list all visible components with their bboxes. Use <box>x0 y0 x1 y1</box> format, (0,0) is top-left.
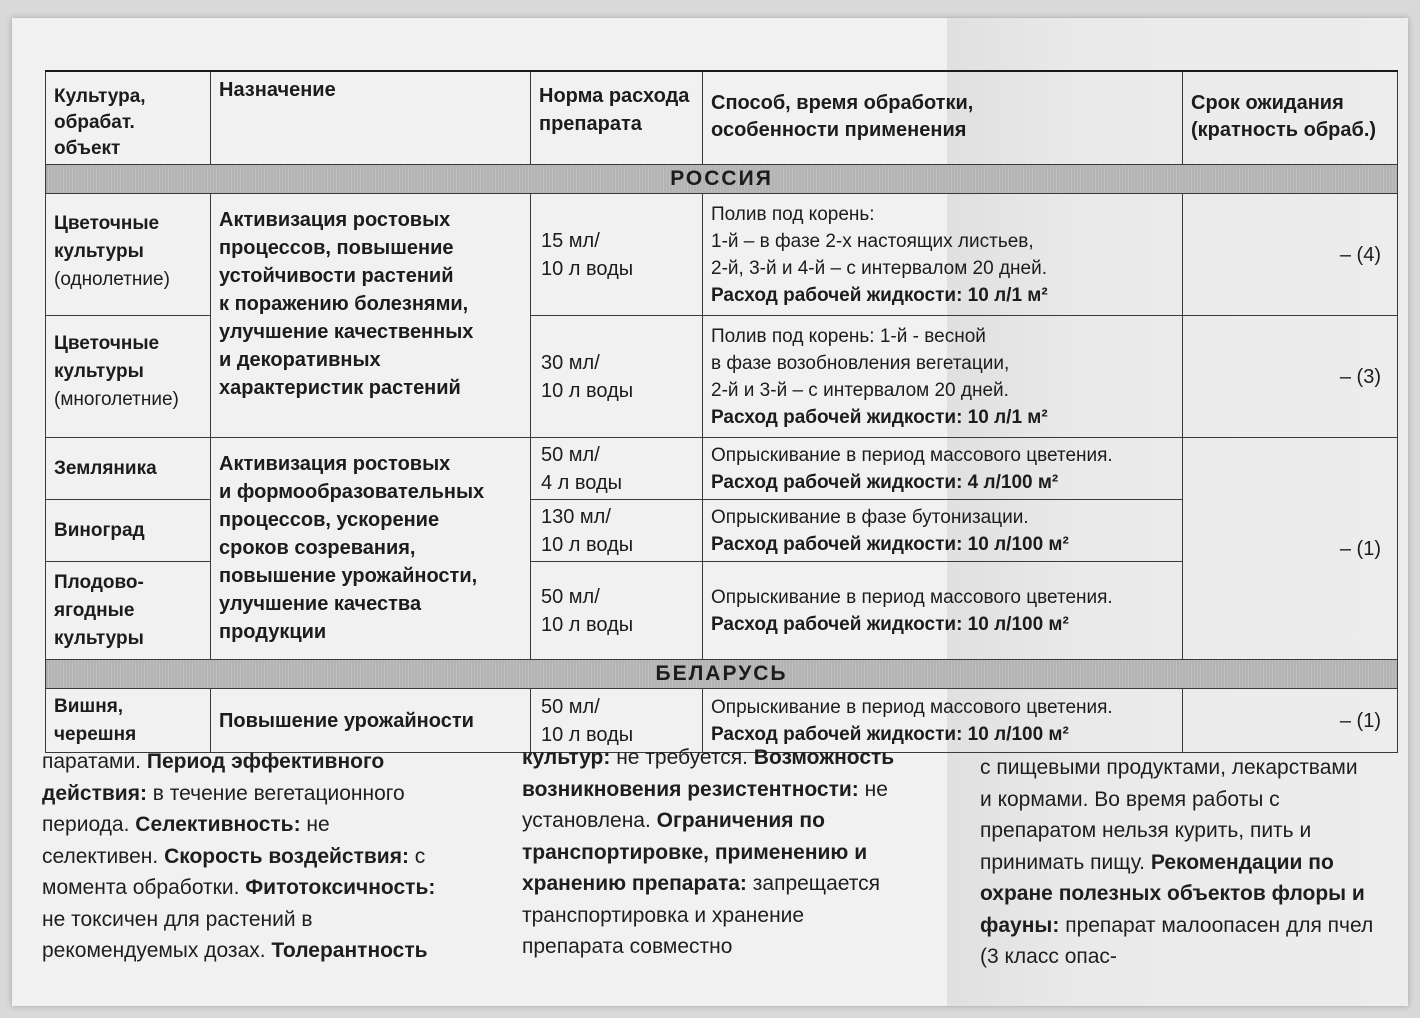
country-label-russia: РОССИЯ <box>46 165 1398 194</box>
table-row <box>46 194 1398 316</box>
header-wait: Срок ожидания (кратность обраб.) <box>1183 71 1398 165</box>
text-column-middle: культур: не требуется. Возможность возникновения резистентности: не установлена. Ограничения по транспортировке, применению и хранению препарата: запрещается транспортировка и хранение препарата совместно <box>522 746 895 958</box>
text-column-left: паратами. Период эффективного действия: в течение вегетационного периода. Селективность: не селективен. Скорость воздействия: с момента обработки. Фитотоксичность: не токсичен для растений в рекомендуемых дозах. Толерантность <box>42 750 436 962</box>
table-row <box>46 438 1398 500</box>
method-cell: Опрыскивание в период массового цветения. Расход рабочей жидкости: 4 л/100 м² <box>703 438 1183 500</box>
crop-cell: Вишня, черешня <box>46 689 211 753</box>
rate-cell: 30 мл/ 10 л воды <box>531 316 703 438</box>
method-cell: Полив под корень: 1-й – в фазе 2-х настоящих листьев, 2-й, 3-й и 4-й – с интервалом 20 дней. Расход рабочей жидкости: 10 л/1 м² <box>703 194 1183 316</box>
crop-cell: Виноград <box>46 500 211 562</box>
wait-cell: – (1) <box>1183 438 1398 660</box>
header-crop: Культура, обрабат. объект <box>46 71 211 165</box>
rate-cell: 50 мл/ 10 л воды <box>531 689 703 753</box>
purpose-cell: Активизация ростовых и формообразовательных процессов, ускорение сроков созревания, повышение урожайности, улучшение качества продукции <box>211 438 531 660</box>
crop-cell: Плодово- ягодные культуры <box>46 562 211 660</box>
purpose-cell: Активизация ростовых процессов, повышение устойчивости растений к поражению болезнями, улучшение качественных и декоративных характеристик растений <box>211 194 531 438</box>
text-column-right: с пищевыми продуктами, лекарствами и кормами. Во время работы с препаратом нельзя курить, пить и принимать пищу. Рекомендации по охране полезных объектов флоры и фауны: препарат малоопасен для пчел (3 класс опас- <box>980 756 1374 968</box>
wait-cell: – (1) <box>1183 689 1398 753</box>
usage-table <box>45 70 1398 753</box>
method-cell: Опрыскивание в период массового цветения. Расход рабочей жидкости: 10 л/100 м² <box>703 562 1183 660</box>
country-row-russia <box>46 165 1398 194</box>
header-purpose: Назначение <box>211 71 531 165</box>
country-label-belarus: БЕЛАРУСЬ <box>46 660 1398 689</box>
header-method: Способ, время обработки, особенности применения <box>703 71 1183 165</box>
wait-cell: – (4) <box>1183 194 1398 316</box>
country-row-belarus <box>46 660 1398 689</box>
table-header-row <box>46 71 1398 165</box>
method-cell: Опрыскивание в период массового цветения. Расход рабочей жидкости: 10 л/100 м² <box>703 689 1183 753</box>
crop-cell: Цветочные культуры (однолетние) <box>46 194 211 316</box>
rate-cell: 130 мл/ 10 л воды <box>531 500 703 562</box>
leaflet-page <box>12 18 1408 1006</box>
header-rate: Норма расхода препарата <box>531 71 703 165</box>
method-cell: Полив под корень: 1-й - весной в фазе возобновления вегетации, 2-й и 3-й – с интервалом 20 дней. Расход рабочей жидкости: 10 л/1 м² <box>703 316 1183 438</box>
rate-cell: 15 мл/ 10 л воды <box>531 194 703 316</box>
purpose-cell: Повышение урожайности <box>211 689 531 753</box>
rate-cell: 50 мл/ 10 л воды <box>531 562 703 660</box>
wait-cell: – (3) <box>1183 316 1398 438</box>
rate-cell: 50 мл/ 4 л воды <box>531 438 703 500</box>
crop-cell: Земляника <box>46 438 211 500</box>
crop-cell: Цветочные культуры (многолетние) <box>46 316 211 438</box>
method-cell: Опрыскивание в фазе бутонизации. Расход рабочей жидкости: 10 л/100 м² <box>703 500 1183 562</box>
